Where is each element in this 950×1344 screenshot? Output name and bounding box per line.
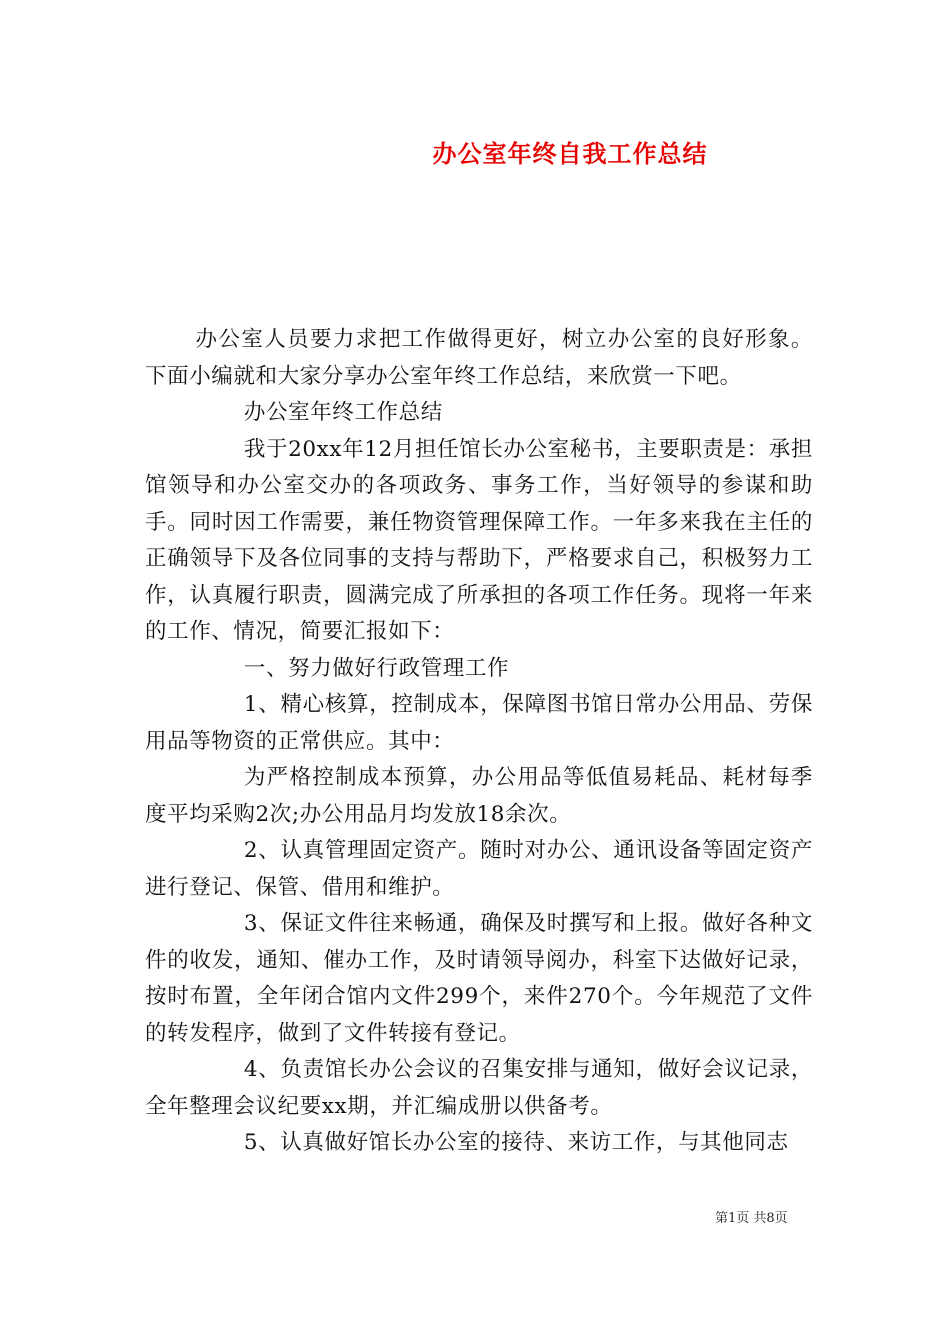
paragraph-item-5: 5、认真做好馆长办公室的接待、来访工作，与其他同志 xyxy=(243,1130,789,1155)
page-number-footer: 第1页 共8页 xyxy=(715,1211,788,1226)
paragraph-item-3: 3、保证文件往来畅通，确保及时撰写和上报。做好各种文件的收发，通知、催办工作，及时请领导阅办，科室下达做好记录，按时布置，全年闭合馆内文件299个，来件270个。今年规范了文件的转发程序，做到了文件转接有登记。 xyxy=(145,911,813,1046)
paragraph-item-4: 4、负责馆长办公会议的召集安排与通知，做好会议记录，全年整理会议纪要xx期，并汇编成册以供备考。 xyxy=(145,1057,813,1119)
paragraph-item-1: 1、精心核算，控制成本，保障图书馆日常办公用品、劳保用品等物资的正常供应。其中： xyxy=(145,692,813,754)
paragraph-intro: 办公室人员要力求把工作做得更好，树立办公室的良好形象。下面小编就和大家分享办公室年终工作总结，来欣赏一下吧。 xyxy=(145,327,813,389)
document-title: 办公室年终自我工作总结 xyxy=(432,140,708,168)
paragraph-subtitle: 办公室年终工作总结 xyxy=(243,400,443,425)
document-body xyxy=(145,322,813,1162)
paragraph-budget: 为严格控制成本预算，办公用品等低值易耗品、耗材每季度平均采购2次;办公用品月均发放18余次。 xyxy=(145,765,813,827)
section-heading-1: 一、努力做好行政管理工作 xyxy=(243,655,510,681)
paragraph-duties: 我于20xx年12月担任馆长办公室秘书，主要职责是：承担馆领导和办公室交办的各项政务、事务工作，当好领导的参谋和助手。同时因工作需要，兼任物资管理保障工作。一年多来我在主任的正确领导下及各位同事的支持与帮助下，严格要求自己，积极努力工作，认真履行职责，圆满完成了所承担的各项工作任务。现将一年来的工作、情况，简要汇报如下： xyxy=(145,436,813,644)
paragraph-item-2: 2、认真管理固定资产。随时对办公、通讯设备等固定资产进行登记、保管、借用和维护。 xyxy=(145,838,813,900)
